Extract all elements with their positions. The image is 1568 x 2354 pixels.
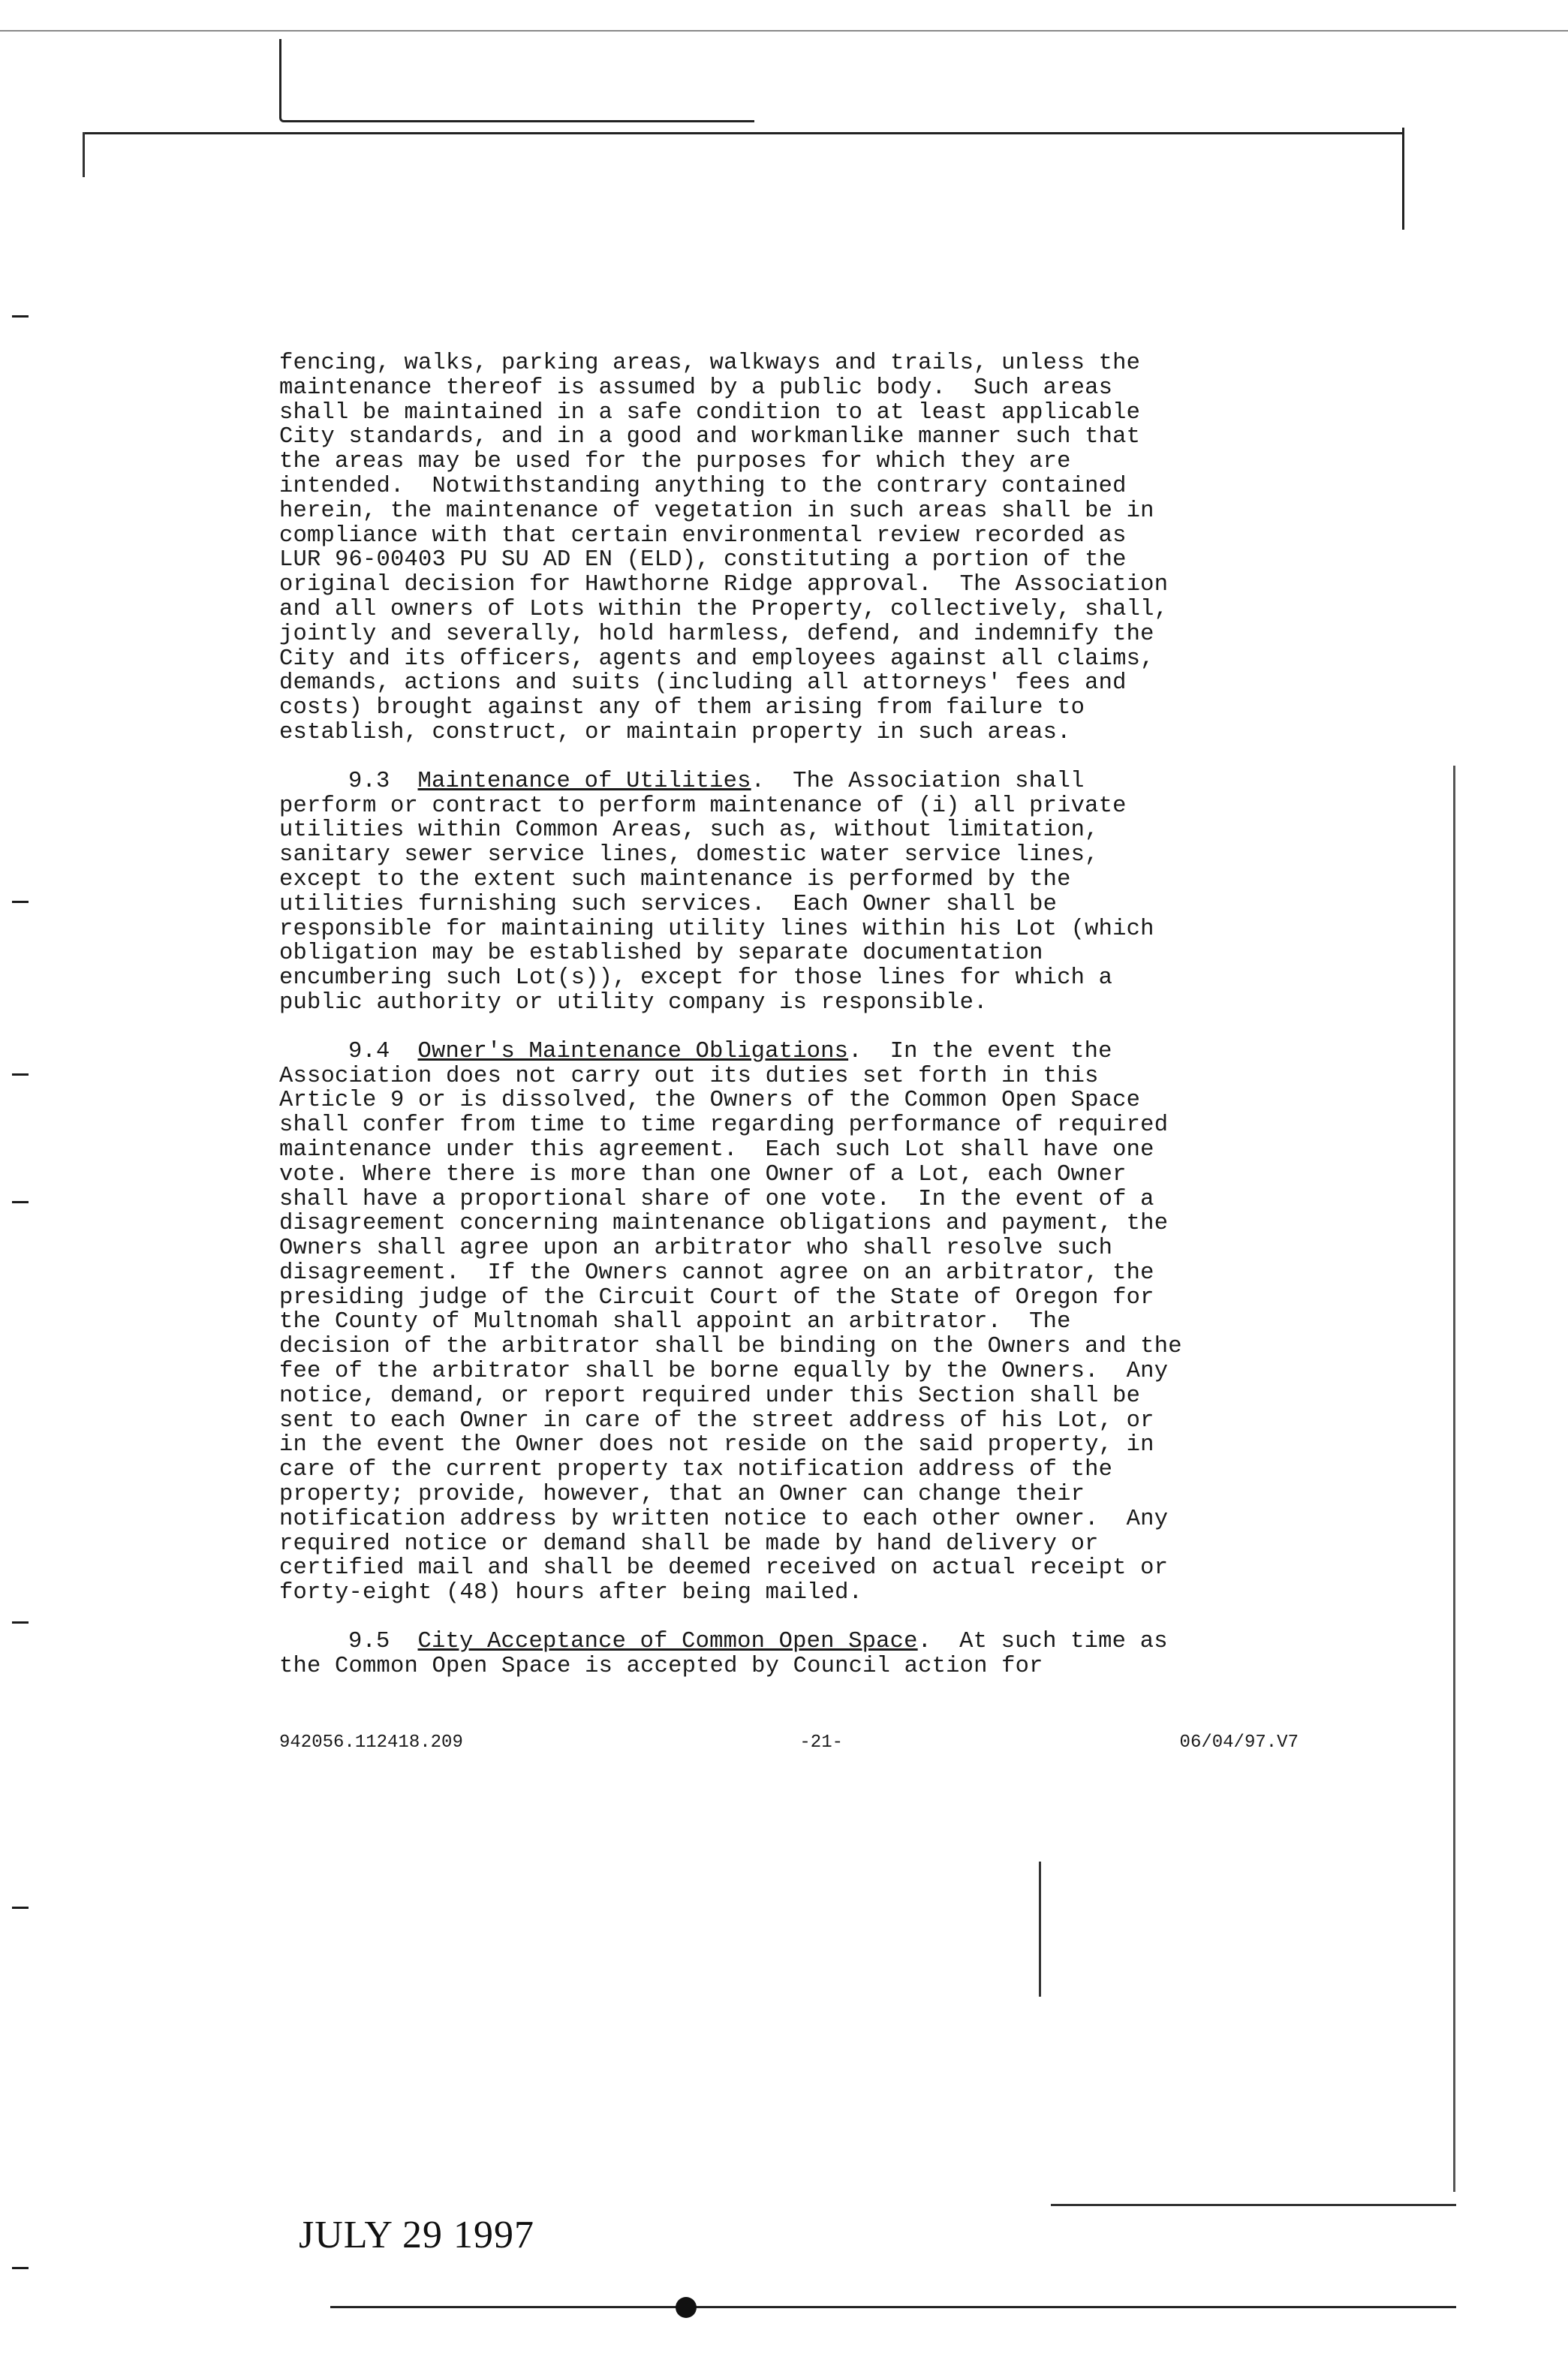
section-heading: City Acceptance of Common Open Space [417,1629,918,1655]
scan-bottom-rule [1051,2204,1456,2206]
section-9-4 [279,1040,1300,1606]
paragraph-intro: fencing, walks, parking areas, walkways and trails, unless the maintenance thereof is assumed by a public body. Such areas shall be maintained in a safe condition to at least applicable City standards, and in a good and workmanlike manner such that the areas may be used for the purposes for which they are intended. Notwithstanding anything to the contrary contained herein, the maintenance of vegetation in such areas shall be in compliance with that certain environmental review recorded as LUR 96-00403 PU SU AD EN (ELD), constituting a portion of the original decision for Hawthorne Ridge approval. The Association and all owners of Lots within the Property, collectively, shall, jointly and severally, hold harmless, defend, and indemnify the City and its officers, agents and employees against all claims, demands, actions and suits (including all attorneys' fees and costs) brought against any of them arising from failure to establish, construct, or maintain property in such areas. [279,351,1169,745]
footer-page-number: -21- [799,1732,843,1753]
page-footer [279,1732,1299,1753]
scan-margin-mark [12,1621,29,1624]
document-body [279,351,1300,1679]
footer-doc-id: 942056.112418.209 [279,1732,463,1753]
footer-version: 06/04/97.V7 [1179,1732,1299,1753]
scan-margin-mark [12,2267,29,2269]
scan-frame-right [1402,128,1404,230]
section-text: . The Association shall perform or contract to perform maintenance of (i) all private utilities within Common Areas, such as, without limitation, sanitary sewer service lines, domestic water service lines, except to the extent such maintenance is performed by the utilities furnishing such services. Each Owner shall be responsible for maintaining utility lines within his Lot (which obligation may be established by separate documentation encumbering such Lot(s)), except for those lines for which a public authority or utility company is responsible. [279,768,1154,1016]
date-stamp: JULY 29 1997 [299,2214,534,2256]
section-number: 9.3 [348,768,390,794]
scan-margin-mark [12,1073,29,1076]
scan-mark-right [1039,1862,1041,1997]
section-number: 9.5 [348,1629,390,1655]
scan-blot [676,2297,697,2318]
scan-margin-mark [12,1907,29,1909]
scan-frame-left [83,132,85,177]
section-heading: Owner's Maintenance Obligations [417,1038,849,1064]
scan-margin-mark [12,901,29,903]
scan-tab-outline [279,39,754,122]
section-9-3 [279,769,1300,1016]
scan-margin-mark [12,315,29,318]
scan-top-edge [0,30,1568,32]
scan-frame-right-lower [1453,766,1455,2192]
section-text: . At such time as the Common Open Space is accepted by Council action for [279,1629,1168,1679]
section-number: 9.4 [348,1038,390,1064]
section-text: . In the event the Association does not carry out its duties set forth in this Article 9 or is dissolved, the Owners of the Common Open Space shall confer from time to time regarding performance of required maintenance under this agreement. Each such Lot shall have one vote. Where there is more than one Owner of a Lot, each Owner shall have a proportional share of one vote. In the event of a disagreement concerning maintenance obligations and payment, the Owners shall agree upon an arbitrator who shall resolve such disagreement. If the Owners cannot agree on an arbitrator, the presiding judge of the Circuit Court of the State of Oregon for the County of Multnomah shall appoint an arbitrator. The decision of the arbitrator shall be binding on the Owners and the fee of the arbitrator shall be borne equally by the Owners. Any notice, demand, or report required under this Section shall be sent to each Owner in care of the street address of his Lot, or in the event the Owner does not reside on the said property, in care of the current property tax notification address of the property; provide, however, that an Owner can change their notification address by written notice to each other owner. Any required notice or demand shall be made by hand delivery or certified mail and shall be deemed received on actual receipt or forty-eight (48) hours after being mailed. [279,1038,1182,1606]
section-heading: Maintenance of Utilities [417,768,751,794]
section-9-5 [279,1630,1300,1679]
scan-margin-mark [12,1201,29,1203]
scan-bottom-edge [330,2306,1456,2308]
scan-frame-top [84,132,1404,134]
